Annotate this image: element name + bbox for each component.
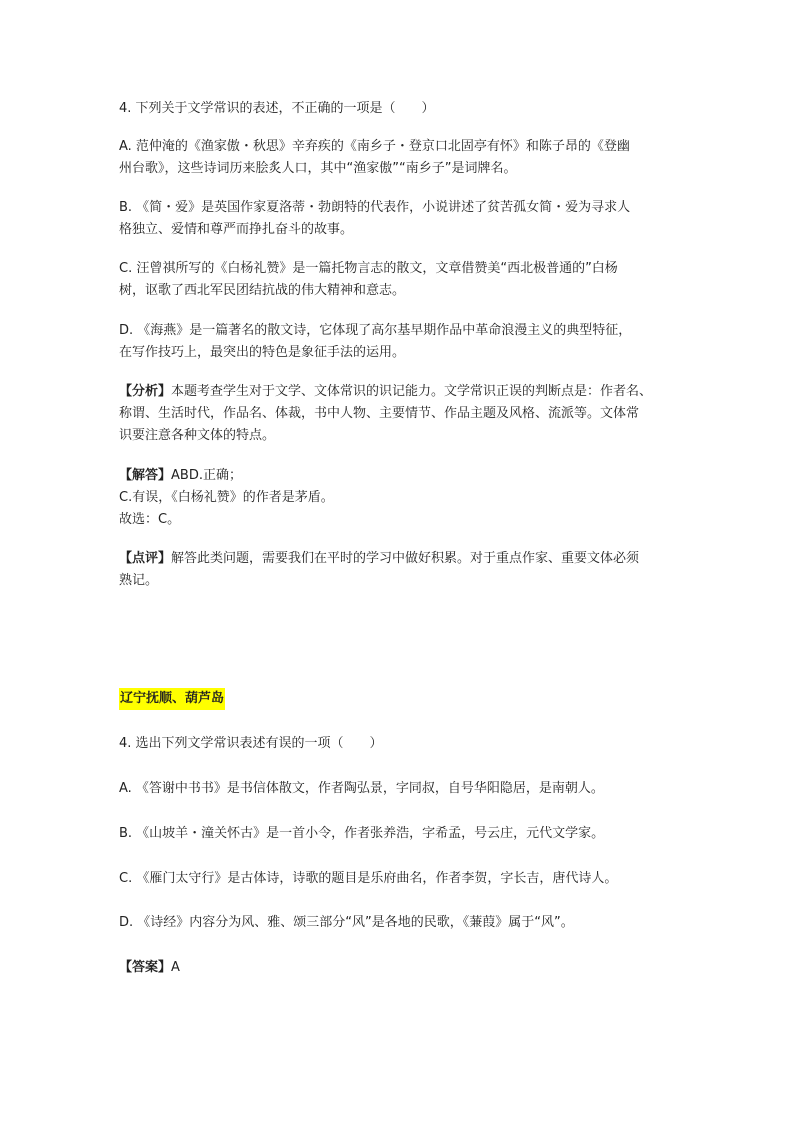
question-2-option-b [119, 823, 679, 845]
option-d-line-1: D. 《海燕》是一篇著名的散文诗，它体现了高尔基早期作品中革命浪漫主义的典型特征， [119, 323, 632, 338]
question-1 [119, 98, 679, 120]
question-1-option-d [119, 320, 679, 364]
analysis-block [119, 381, 679, 447]
question-1-option-a [119, 136, 679, 180]
comment-text-1: 解答此类问题，需要我们在平时的学习中做好积累。对于重点作家、重要文体必须 [171, 551, 640, 566]
answer-block [119, 957, 679, 979]
question-1-text: 4. 下列关于文学常识的表述，不正确的一项是（ ） [119, 101, 435, 116]
q2-option-d: D. 《诗经》内容分为风、雅、颂三部分“风”是各地的民歌，《蒹葭》属于“风”。 [119, 915, 574, 930]
q2-option-b: B. 《山坡羊・潼关怀古》是一首小令，作者张养浩，字希孟，号云庄，元代文学家。 [119, 826, 605, 841]
solution-label: 【解答】 [119, 468, 172, 483]
question-1-option-c [119, 258, 679, 302]
analysis-line-1 [119, 381, 679, 403]
region-heading: 辽宁抚顺、葫芦岛 [119, 688, 225, 710]
option-d-line-2: 在写作技巧上，最突出的特色是象征手法的运用。 [119, 345, 406, 360]
solution-line-1 [119, 465, 679, 487]
solution-line-2: C.有误，《白杨礼赞》的作者是茅盾。 [119, 490, 334, 505]
question-2-option-c [119, 868, 679, 890]
comment-line-2: 熟记。 [119, 573, 159, 588]
comment-line-1 [119, 548, 679, 570]
question-1-option-b [119, 197, 679, 241]
option-a-line-1: A. 范仲淹的《渔家傲・秋思》辛弃疾的《南乡子・登京口北固亭有怀》和陈子昂的《登幽 [119, 139, 630, 154]
analysis-text-1: 本题考查学生对于文学、文体常识的识记能力。文学常识正误的判断点是：作者名、 [171, 384, 653, 399]
question-2 [119, 733, 679, 755]
question-2-option-a [119, 778, 679, 800]
question-2-option-d [119, 912, 679, 934]
question-2-text: 4. 选出下列文学常识表述有误的一项（ ） [119, 736, 383, 751]
comment-label: 【点评】 [119, 551, 172, 566]
solution-block [119, 465, 679, 531]
answer-value: A [171, 960, 180, 975]
q2-option-a: A. 《答谢中书书》是书信体散文，作者陶弘景，字同叔，自号华阳隐居，是南朝人。 [119, 781, 604, 796]
option-a-line-2: 州台歌》，这些诗词历来脍炙人口，其中“渔家傲”“南乡子”是词牌名。 [119, 161, 517, 176]
analysis-line-3: 识要注意各种文体的特点。 [119, 428, 276, 443]
answer-label: 【答案】 [119, 960, 172, 975]
q2-option-c: C. 《雁门太守行》是古体诗，诗歌的题目是乐府曲名，作者李贺，字长吉，唐代诗人。 [119, 871, 618, 886]
answer-line [119, 957, 679, 979]
option-b-line-2: 格独立、爱情和尊严而挣扎奋斗的故事。 [119, 222, 354, 237]
option-c-line-2: 树，讴歌了西北军民团结抗战的伟大精神和意志。 [119, 283, 406, 298]
comment-block [119, 548, 679, 592]
solution-text-1: ABD.正确； [171, 468, 242, 483]
option-b-line-1: B. 《简・爱》是英国作家夏洛蒂・勃朗特的代表作，小说讲述了贫苦孤女简・爱为寻求人 [119, 200, 631, 215]
solution-line-3: 故选：C。 [119, 512, 181, 527]
option-c-line-1: C. 汪曾祺所写的《白杨礼赞》是一篇托物言志的散文，文章借赞美“西北极普通的”白杨 [119, 261, 618, 276]
analysis-label: 【分析】 [119, 384, 172, 399]
analysis-line-2: 称谓、生活时代，作品名、体裁，书中人物、主要情节、作品主题及风格、流派等。文体常 [119, 406, 640, 421]
